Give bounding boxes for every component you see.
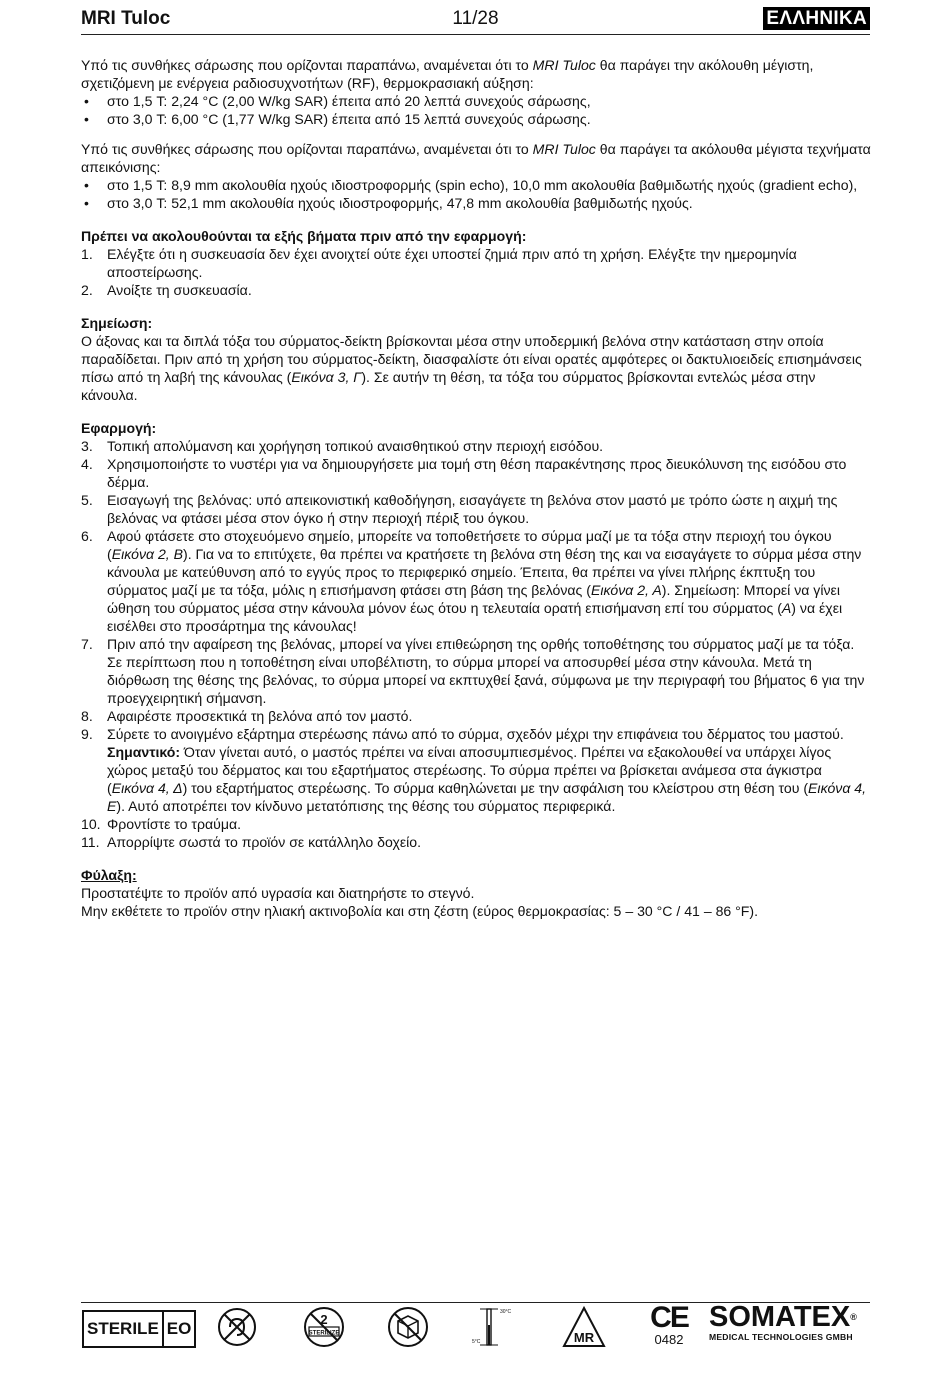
rf-heating-list	[81, 92, 871, 128]
list-item: • στο 3,0 T: 6,00 °C (1,77 W/kg SAR) έπειτα από 15 λεπτά συνεχούς σάρωσης.	[81, 110, 871, 128]
note-paragraph: Ο άξονας και τα διπλά τόξα του σύρματος-δείκτη βρίσκονται μέσα στην υποδερμική βελόνα στην κατάσταση στην οποία παραδίδεται. Πριν από τη χρήση του σύρματος-δείκτη, διασφαλίστε ότι είναι ορατές αμφότερες οι δακτυλιοειδείς επισημάνσεις πίσω από τη λαβή της κάνουλας (Εικόνα 3, Γ). Σε αυτήν τη θέση, τα τόξα του σύρματος βρίσκονται εντελώς μέσα στην κάνουλα.	[81, 333, 862, 403]
document-title: MRI Tuloc	[81, 8, 171, 29]
list-item: 2. Ανοίξτε τη συσκευασία.	[81, 282, 252, 298]
section-heading-note: Σημείωση:	[81, 315, 153, 331]
list-item: 10. Φροντίστε το τραύμα.	[81, 816, 242, 832]
temperature-limit-icon	[470, 1305, 518, 1349]
artifact-paragraph: Υπό τις συνθήκες σάρωσης που ορίζονται παραπάνω, αναμένεται ότι το MRI Tuloc θα παράγει τα ακόλουθα μέγιστα τεχνήματα απεικόνισης:	[81, 141, 871, 175]
section-heading-storage: Φύλαξη:	[81, 867, 137, 883]
svg-text:2: 2	[320, 1312, 328, 1327]
language-label: ΕΛΛΗΝΙΚΑ	[763, 7, 870, 30]
list-item: 7. Πριν από την αφαίρεση της βελόνας, μπορεί να γίνει επιθεώρηση της ορθής τοποθέτησης του σύρματος μαζί με τα τόξα. Σε περίπτωση που η τοποθέτηση είναι υποβέλτιστη, το σύρμα μπορεί να αποσυρθεί μέσα στην κάνουλα. Μετά τη διόρθωση της θέσης της βελόνας, το σύρμα μπορεί να εκπτυχθεί ξανά, σύμφωνα με την περιγραφή του βήματος 6 για την προεγχειρητική σήμανση.	[81, 636, 865, 706]
storage-line: Προστατέψτε το προϊόν από υγρασία και διατηρήστε το στεγνό.	[81, 885, 475, 901]
list-item: 6. Αφού φτάσετε στο στοχευόμενο σημείο, μπορείτε να τοποθετήσετε το σύρμα μαζί με τα τόξα στην περιοχή του όγκου (Εικόνα 2, Β). Για να το επιτύχετε, θα πρέπει να κρατήσετε τη βελόνα στη θέση της και να εισαγάγετε το σύρμα μέσα στην κάνουλα με κατεύθυνση από το εγγύς προς το περιφερικό σημείο. Έπειτα, θα πρέπει να γίνει πλήρης έκπτυξη του σύρματος μαζί με τα τόξα, μόλις η επισήμανση φτάσει στη βάση της βελόνας (Εικόνα 2, Α). Σημείωση: Μπορεί να γίνει ώθηση του σύρματος μέσα στην κάνουλα μόνον έως ότου η τελευταία ορατή επισήμανση επί του σύρματος (Α) να έχει εισέλθει στο προσάρτημα της κάνουλας!	[81, 528, 862, 634]
do-not-resterilize-icon	[302, 1305, 346, 1349]
mr-conditional-icon	[560, 1305, 608, 1349]
svg-text:MR: MR	[573, 1330, 595, 1345]
preparation-steps	[81, 245, 871, 299]
ce-mark-icon: CE 0482	[647, 1303, 691, 1347]
storage-line: Μην εκθέτετε το προϊόν στην ηλιακή ακτινοβολία και στη ζέστη (εύρος θερμοκρασίας: 5 – 30 °C / 41 – 86 °F).	[81, 903, 759, 919]
page-header	[81, 6, 870, 34]
svg-text:STERILIZE: STERILIZE	[308, 1330, 340, 1337]
rf-heating-paragraph: Υπό τις συνθήκες σάρωσης που ορίζονται παραπάνω, αναμένεται ότι το MRI Tuloc θα παράγει την ακόλουθη μέγιστη, σχετιζόμενη με ενέργεια ραδιοσυχνοτήτων (RF), θερμοκρασιακή αύξηση:	[81, 57, 814, 91]
list-item: • στο 1,5 T: 8,9 mm ακολουθία ηχούς ιδιοστροφορμής (spin echo), 10,0 mm ακολουθία βαθμιδωτής ηχούς (gradient echo),	[81, 176, 871, 194]
sterile-eo-icon: STERILE EO	[82, 1310, 196, 1348]
product-name: MRI Tuloc	[532, 57, 596, 73]
notified-body-number: 0482	[654, 1332, 684, 1347]
svg-text:5°C: 5°C	[472, 1339, 481, 1345]
somatex-logo: SOMATEX® MEDICAL TECHNOLOGIES GMBH	[709, 1302, 869, 1343]
header-divider	[81, 34, 870, 35]
brand-subtitle: MEDICAL TECHNOLOGIES GMBH	[709, 1332, 853, 1342]
list-item: 1. Ελέγξτε ότι η συσκευασία δεν έχει ανοιχτεί ούτε έχει υποστεί ζημιά πριν από τη χρήση. Ελέγξτε την ημερομηνία αποστείρωσης.	[81, 246, 797, 280]
do-not-use-if-damaged-icon	[386, 1305, 430, 1349]
artifact-list	[81, 176, 871, 212]
list-item: 11. Απορρίψτε σωστά το προϊόν σε κατάλληλο δοχείο.	[81, 834, 422, 850]
list-item: 3. Τοπική απολύμανση και χορήγηση τοπικού αναισθητικού στην περιοχή εισόδου.	[81, 438, 604, 454]
list-item: 8. Αφαιρέστε προσεκτικά τη βελόνα από τον μαστό.	[81, 708, 413, 724]
svg-text:30°C: 30°C	[500, 1309, 512, 1315]
product-name: MRI Tuloc	[532, 141, 596, 157]
list-item: 9. Σύρετε το ανοιγμένο εξάρτημα στερέωσης πάνω από το σύρμα, σχεδόν μέχρι την επιφάνεια του δέρματος του μαστού. Σημαντικό: Όταν γίνεται αυτό, ο μαστός πρέπει να είναι αποσυμπιεσμένος. Πρέπει να εξακολουθεί να υπάρχει λίγος χώρος μεταξύ του δέρματος και του εξαρτήματος στερέωσης. Το σύρμα πρέπει να βρίσκεται ανάμεσα στα άγκιστρα (Εικόνα 4, Δ) του εξαρτήματος στερέωσης. Το σύρμα καθηλώνεται με την ασφάλιση του κλείστρου στη θέση του (Εικόνα 4, Ε). Αυτό αποτρέπει τον κίνδυνο μετατόπισης της θέσης του σύρματος περιφερικά.	[81, 726, 867, 814]
brand-name: SOMATEX	[709, 1301, 851, 1333]
list-item: 4. Χρησιμοποιήστε το νυστέρι για να δημιουργήσετε μια τομή στη θέση παρακέντησης προς διευκόλυνση της εισόδου στο δέρμα.	[81, 456, 847, 490]
document-body	[81, 56, 871, 920]
section-heading-application: Εφαρμογή:	[81, 420, 157, 436]
list-item: • στο 3,0 T: 52,1 mm ακολουθία ηχούς ιδιοστροφορμής, 47,8 mm ακολουθία βαθμιδωτής ηχούς.	[81, 194, 871, 212]
do-not-reuse-icon	[216, 1305, 258, 1349]
list-item: 5. Εισαγωγή της βελόνας: υπό απεικονιστική καθοδήγηση, εισαγάγετε τη βελόνα στον μαστό με τρόπο ώστε η αιχμή της βελόνας να φτάσει μέσα στον όγκο ή στην περιοχή πέριξ του όγκου.	[81, 492, 838, 526]
page-number: 11/28	[452, 8, 499, 29]
section-heading-preparation: Πρέπει να ακολουθούνται τα εξής βήματα πριν από την εφαρμογή:	[81, 228, 527, 244]
application-steps	[81, 437, 871, 851]
list-item: • στο 1,5 T: 2,24 °C (2,00 W/kg SAR) έπειτα από 20 λεπτά συνεχούς σάρωσης,	[81, 92, 871, 110]
